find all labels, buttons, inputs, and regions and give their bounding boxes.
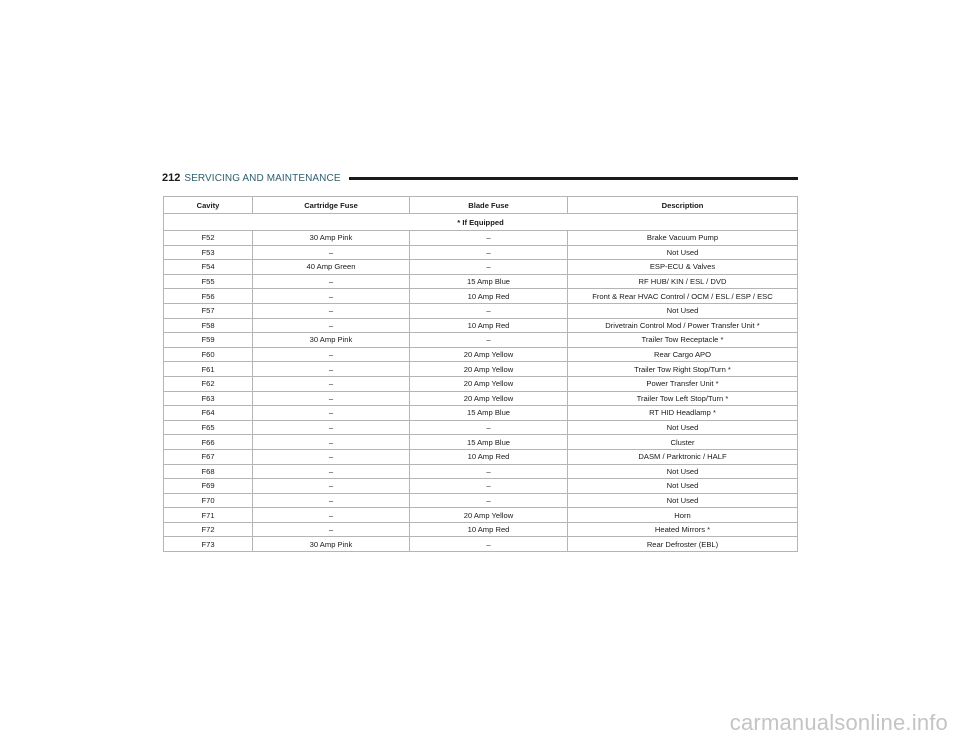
description-cell: Not Used [568, 493, 798, 508]
description-cell: Rear Defroster (EBL) [568, 537, 798, 552]
blade-fuse-cell: – [410, 537, 568, 552]
cavity-cell: F57 [164, 303, 253, 318]
table-row [164, 362, 798, 377]
blade-fuse-cell: 20 Amp Yellow [410, 508, 568, 523]
cavity-cell: F61 [164, 362, 253, 377]
page-number: 212 [162, 172, 181, 184]
table-row [164, 391, 798, 406]
description-cell: RF HUB/ KIN / ESL / DVD [568, 274, 798, 289]
cartridge-fuse-cell: – [253, 289, 410, 304]
table-row [164, 420, 798, 435]
blade-fuse-cell: 20 Amp Yellow [410, 362, 568, 377]
blade-fuse-cell: 20 Amp Yellow [410, 347, 568, 362]
fuse-table [163, 196, 798, 552]
table-row [164, 333, 798, 348]
blade-fuse-cell: – [410, 464, 568, 479]
description-cell: Drivetrain Control Mod / Power Transfer Unit * [568, 318, 798, 333]
table-row [164, 289, 798, 304]
cartridge-fuse-cell: 30 Amp Pink [253, 333, 410, 348]
cavity-cell: F55 [164, 274, 253, 289]
cartridge-fuse-cell: 30 Amp Pink [253, 231, 410, 246]
table-row [164, 435, 798, 450]
description-cell: Not Used [568, 479, 798, 494]
description-cell: Trailer Tow Right Stop/Turn * [568, 362, 798, 377]
cavity-cell: F66 [164, 435, 253, 450]
cavity-cell: F62 [164, 376, 253, 391]
description-cell: Power Transfer Unit * [568, 376, 798, 391]
description-cell: Front & Rear HVAC Control / OCM / ESL / ESP / ESC [568, 289, 798, 304]
table-row [164, 245, 798, 260]
table-row [164, 260, 798, 275]
cavity-cell: F69 [164, 479, 253, 494]
table-header-row [164, 197, 798, 214]
description-cell: Horn [568, 508, 798, 523]
cavity-cell: F59 [164, 333, 253, 348]
cartridge-fuse-cell: – [253, 479, 410, 494]
cavity-cell: F52 [164, 231, 253, 246]
cartridge-fuse-cell: – [253, 347, 410, 362]
description-cell: Brake Vacuum Pump [568, 231, 798, 246]
blade-fuse-cell: 15 Amp Blue [410, 435, 568, 450]
cavity-cell: F67 [164, 449, 253, 464]
description-cell: Not Used [568, 245, 798, 260]
description-cell: Not Used [568, 420, 798, 435]
table-row [164, 376, 798, 391]
table-row [164, 318, 798, 333]
table-row [164, 479, 798, 494]
cavity-cell: F72 [164, 522, 253, 537]
cartridge-fuse-cell: – [253, 493, 410, 508]
if-equipped-note-row [164, 214, 798, 231]
cavity-cell: F71 [164, 508, 253, 523]
section-title: SERVICING AND MAINTENANCE [184, 172, 341, 184]
description-cell: DASM / Parktronic / HALF [568, 449, 798, 464]
cartridge-fuse-cell: – [253, 449, 410, 464]
cartridge-fuse-cell: – [253, 318, 410, 333]
table-body [164, 214, 798, 552]
page-header [162, 170, 798, 186]
cartridge-fuse-cell: – [253, 391, 410, 406]
table-row [164, 406, 798, 421]
description-cell: ESP-ECU & Valves [568, 260, 798, 275]
table-row [164, 508, 798, 523]
cavity-cell: F64 [164, 406, 253, 421]
column-header-blade-fuse: Blade Fuse [410, 197, 568, 214]
watermark: carmanualsonline.info [729, 710, 948, 735]
table-row [164, 537, 798, 552]
blade-fuse-cell: – [410, 260, 568, 275]
table-row [164, 464, 798, 479]
table-row [164, 274, 798, 289]
cavity-cell: F58 [164, 318, 253, 333]
description-cell: RT HID Headlamp * [568, 406, 798, 421]
blade-fuse-cell: 20 Amp Yellow [410, 391, 568, 406]
column-header-cartridge-fuse: Cartridge Fuse [253, 197, 410, 214]
cartridge-fuse-cell: 30 Amp Pink [253, 537, 410, 552]
description-cell: Heated Mirrors * [568, 522, 798, 537]
description-cell: Not Used [568, 464, 798, 479]
cavity-cell: F60 [164, 347, 253, 362]
cartridge-fuse-cell: – [253, 362, 410, 377]
cartridge-fuse-cell: – [253, 420, 410, 435]
cartridge-fuse-cell: – [253, 464, 410, 479]
table-row [164, 493, 798, 508]
cavity-cell: F65 [164, 420, 253, 435]
blade-fuse-cell: – [410, 303, 568, 318]
description-cell: Not Used [568, 303, 798, 318]
cartridge-fuse-cell: – [253, 303, 410, 318]
blade-fuse-cell: – [410, 493, 568, 508]
blade-fuse-cell: – [410, 231, 568, 246]
blade-fuse-cell: – [410, 245, 568, 260]
blade-fuse-cell: – [410, 333, 568, 348]
blade-fuse-cell: 15 Amp Blue [410, 274, 568, 289]
blade-fuse-cell: 15 Amp Blue [410, 406, 568, 421]
table-row [164, 347, 798, 362]
blade-fuse-cell: 20 Amp Yellow [410, 376, 568, 391]
column-header-description: Description [568, 197, 798, 214]
cavity-cell: F70 [164, 493, 253, 508]
blade-fuse-cell: 10 Amp Red [410, 522, 568, 537]
cavity-cell: F53 [164, 245, 253, 260]
cartridge-fuse-cell: – [253, 274, 410, 289]
cartridge-fuse-cell: – [253, 406, 410, 421]
cartridge-fuse-cell: 40 Amp Green [253, 260, 410, 275]
cavity-cell: F73 [164, 537, 253, 552]
description-cell: Trailer Tow Receptacle * [568, 333, 798, 348]
table-row [164, 449, 798, 464]
blade-fuse-cell: 10 Amp Red [410, 318, 568, 333]
cavity-cell: F56 [164, 289, 253, 304]
table-row [164, 522, 798, 537]
cartridge-fuse-cell: – [253, 376, 410, 391]
if-equipped-note: * If Equipped [164, 214, 798, 231]
cartridge-fuse-cell: – [253, 508, 410, 523]
cavity-cell: F68 [164, 464, 253, 479]
table-row [164, 231, 798, 246]
table-row [164, 303, 798, 318]
header-rule [349, 177, 798, 180]
description-cell: Trailer Tow Left Stop/Turn * [568, 391, 798, 406]
description-cell: Rear Cargo APO [568, 347, 798, 362]
blade-fuse-cell: 10 Amp Red [410, 449, 568, 464]
cartridge-fuse-cell: – [253, 522, 410, 537]
cartridge-fuse-cell: – [253, 245, 410, 260]
description-cell: Cluster [568, 435, 798, 450]
blade-fuse-cell: – [410, 479, 568, 494]
blade-fuse-cell: – [410, 420, 568, 435]
column-header-cavity: Cavity [164, 197, 253, 214]
cartridge-fuse-cell: – [253, 435, 410, 450]
blade-fuse-cell: 10 Amp Red [410, 289, 568, 304]
cavity-cell: F54 [164, 260, 253, 275]
cavity-cell: F63 [164, 391, 253, 406]
